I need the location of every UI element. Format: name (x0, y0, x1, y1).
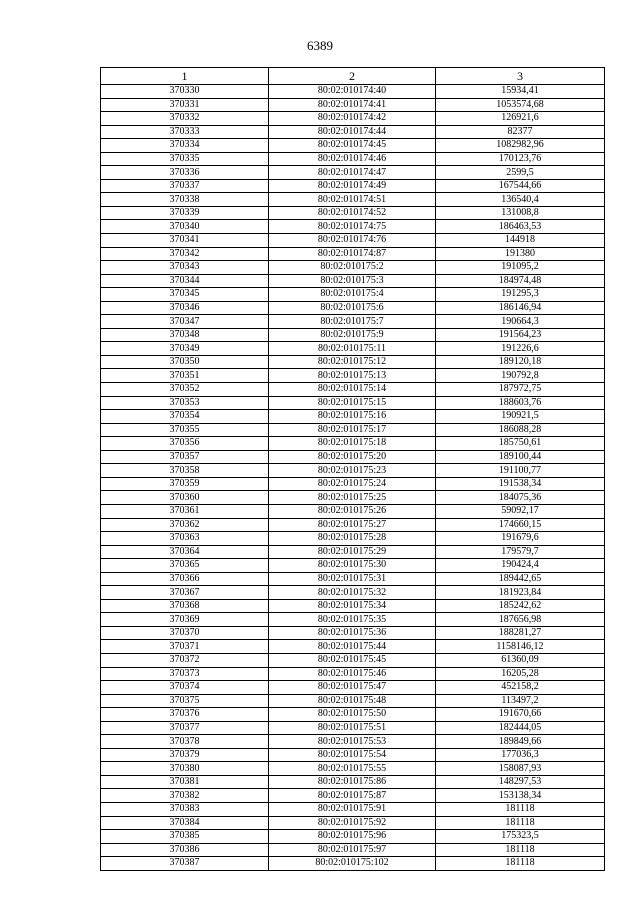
table-row (101, 450, 605, 464)
table-row (101, 721, 605, 735)
table-row (101, 802, 605, 816)
cadastral-number-cell: 80:02:010175:32 (269, 586, 436, 600)
table-row (101, 206, 605, 220)
value-cell: 181118 (436, 816, 605, 830)
row-number-cell: 370354 (101, 410, 269, 424)
row-number-cell: 370335 (101, 152, 269, 166)
value-cell: 158087,93 (436, 762, 605, 776)
table-row (101, 288, 605, 302)
cadastral-number-cell: 80:02:010175:11 (269, 342, 436, 356)
row-number-cell: 370380 (101, 762, 269, 776)
cadastral-number-cell: 80:02:010175:55 (269, 762, 436, 776)
value-cell: 185750,61 (436, 437, 605, 451)
table-row (101, 708, 605, 722)
value-cell: 131008,8 (436, 206, 605, 220)
cadastral-number-cell: 80:02:010175:23 (269, 464, 436, 478)
value-cell: 181118 (436, 857, 605, 871)
row-number-cell: 370360 (101, 491, 269, 505)
table-row (101, 234, 605, 248)
cadastral-number-cell: 80:02:010175:18 (269, 437, 436, 451)
value-cell: 174660,15 (436, 518, 605, 532)
table-row (101, 423, 605, 437)
cadastral-number-cell: 80:02:010174:44 (269, 125, 436, 139)
cadastral-number-cell: 80:02:010174:52 (269, 206, 436, 220)
table-row (101, 179, 605, 193)
row-number-cell: 370369 (101, 613, 269, 627)
table-row (101, 830, 605, 844)
row-number-cell: 370347 (101, 315, 269, 329)
row-number-cell: 370352 (101, 383, 269, 397)
table-row (101, 681, 605, 695)
row-number-cell: 370336 (101, 166, 269, 180)
cadastral-number-cell: 80:02:010174:75 (269, 220, 436, 234)
value-cell: 113497,2 (436, 694, 605, 708)
row-number-cell: 370383 (101, 802, 269, 816)
cadastral-number-cell: 80:02:010175:35 (269, 613, 436, 627)
cadastral-number-cell: 80:02:010175:17 (269, 423, 436, 437)
value-cell: 181118 (436, 802, 605, 816)
row-number-cell: 370357 (101, 450, 269, 464)
value-cell: 184974,48 (436, 274, 605, 288)
value-cell: 452158,2 (436, 681, 605, 695)
cadastral-number-cell: 80:02:010175:48 (269, 694, 436, 708)
cadastral-number-cell: 80:02:010174:87 (269, 247, 436, 261)
row-number-cell: 370378 (101, 735, 269, 749)
cadastral-number-cell: 80:02:010175:53 (269, 735, 436, 749)
table-row (101, 112, 605, 126)
table-row (101, 694, 605, 708)
table-row (101, 626, 605, 640)
value-cell: 188281,27 (436, 626, 605, 640)
table-row (101, 748, 605, 762)
value-cell: 82377 (436, 125, 605, 139)
row-number-cell: 370379 (101, 748, 269, 762)
cadastral-number-cell: 80:02:010175:96 (269, 830, 436, 844)
value-cell: 191564,23 (436, 328, 605, 342)
row-number-cell: 370365 (101, 559, 269, 573)
row-number-cell: 370371 (101, 640, 269, 654)
row-number-cell: 370359 (101, 477, 269, 491)
value-cell: 126921,6 (436, 112, 605, 126)
table-row (101, 383, 605, 397)
row-number-cell: 370346 (101, 301, 269, 315)
table-row (101, 369, 605, 383)
value-cell: 189442,65 (436, 572, 605, 586)
row-number-cell: 370362 (101, 518, 269, 532)
value-cell: 167544,66 (436, 179, 605, 193)
table-row (101, 355, 605, 369)
cadastral-number-cell: 80:02:010175:36 (269, 626, 436, 640)
table-row (101, 193, 605, 207)
cadastral-number-cell: 80:02:010174:42 (269, 112, 436, 126)
table-row (101, 532, 605, 546)
row-number-cell: 370341 (101, 234, 269, 248)
cadastral-number-cell: 80:02:010175:92 (269, 816, 436, 830)
table-row (101, 247, 605, 261)
value-cell: 191226,6 (436, 342, 605, 356)
value-cell: 190792,8 (436, 369, 605, 383)
cadastral-number-cell: 80:02:010175:20 (269, 450, 436, 464)
cadastral-number-cell: 80:02:010175:3 (269, 274, 436, 288)
table-row (101, 789, 605, 803)
cadastral-number-cell: 80:02:010175:9 (269, 328, 436, 342)
cadastral-number-cell: 80:02:010175:24 (269, 477, 436, 491)
cadastral-number-cell: 80:02:010174:49 (269, 179, 436, 193)
table-row (101, 504, 605, 518)
row-number-cell: 370338 (101, 193, 269, 207)
cadastral-number-cell: 80:02:010175:14 (269, 383, 436, 397)
value-cell: 148297,53 (436, 775, 605, 789)
table-row (101, 98, 605, 112)
row-number-cell: 370349 (101, 342, 269, 356)
table-row (101, 410, 605, 424)
table-row (101, 396, 605, 410)
column-header-1: 1 (101, 68, 269, 85)
table-row (101, 599, 605, 613)
value-cell: 1082982,96 (436, 139, 605, 153)
cadastral-number-cell: 80:02:010175:47 (269, 681, 436, 695)
value-cell: 175323,5 (436, 830, 605, 844)
value-cell: 186463,53 (436, 220, 605, 234)
cadastral-number-cell: 80:02:010174:46 (269, 152, 436, 166)
row-number-cell: 370368 (101, 599, 269, 613)
cadastral-number-cell: 80:02:010175:50 (269, 708, 436, 722)
row-number-cell: 370375 (101, 694, 269, 708)
value-cell: 191538,34 (436, 477, 605, 491)
value-cell: 189120,18 (436, 355, 605, 369)
value-cell: 136540,4 (436, 193, 605, 207)
table-row (101, 586, 605, 600)
row-number-cell: 370372 (101, 653, 269, 667)
value-cell: 187656,98 (436, 613, 605, 627)
value-cell: 181118 (436, 843, 605, 857)
row-number-cell: 370343 (101, 261, 269, 275)
table-row (101, 342, 605, 356)
table-row (101, 667, 605, 681)
table-row (101, 166, 605, 180)
row-number-cell: 370367 (101, 586, 269, 600)
cadastral-number-cell: 80:02:010175:28 (269, 532, 436, 546)
cadastral-number-cell: 80:02:010175:7 (269, 315, 436, 329)
table-row (101, 328, 605, 342)
row-number-cell: 370339 (101, 206, 269, 220)
table-row (101, 315, 605, 329)
value-cell: 186146,94 (436, 301, 605, 315)
row-number-cell: 370381 (101, 775, 269, 789)
table-row (101, 559, 605, 573)
table-row (101, 735, 605, 749)
row-number-cell: 370332 (101, 112, 269, 126)
value-cell: 190664,3 (436, 315, 605, 329)
table-row (101, 775, 605, 789)
cadastral-number-cell: 80:02:010175:15 (269, 396, 436, 410)
cadastral-number-cell: 80:02:010174:51 (269, 193, 436, 207)
value-cell: 189849,66 (436, 735, 605, 749)
cadastral-number-cell: 80:02:010175:27 (269, 518, 436, 532)
cadastral-number-cell: 80:02:010175:2 (269, 261, 436, 275)
row-number-cell: 370356 (101, 437, 269, 451)
table-row (101, 261, 605, 275)
cadastral-number-cell: 80:02:010175:12 (269, 355, 436, 369)
value-cell: 177036,3 (436, 748, 605, 762)
data-table (100, 67, 605, 871)
cadastral-number-cell: 80:02:010175:45 (269, 653, 436, 667)
value-cell: 144918 (436, 234, 605, 248)
cadastral-number-cell: 80:02:010174:41 (269, 98, 436, 112)
value-cell: 189100,44 (436, 450, 605, 464)
value-cell: 188603,76 (436, 396, 605, 410)
value-cell: 181923,84 (436, 586, 605, 600)
row-number-cell: 370330 (101, 85, 269, 99)
table-row (101, 125, 605, 139)
table-row (101, 640, 605, 654)
row-number-cell: 370344 (101, 274, 269, 288)
row-number-cell: 370377 (101, 721, 269, 735)
value-cell: 1053574,68 (436, 98, 605, 112)
value-cell: 191380 (436, 247, 605, 261)
value-cell: 179579,7 (436, 545, 605, 559)
cadastral-number-cell: 80:02:010174:47 (269, 166, 436, 180)
cadastral-number-cell: 80:02:010175:16 (269, 410, 436, 424)
value-cell: 170123,76 (436, 152, 605, 166)
value-cell: 191100,77 (436, 464, 605, 478)
cadastral-number-cell: 80:02:010175:91 (269, 802, 436, 816)
header-row (101, 68, 605, 85)
cadastral-number-cell: 80:02:010175:44 (269, 640, 436, 654)
row-number-cell: 370345 (101, 288, 269, 302)
row-number-cell: 370361 (101, 504, 269, 518)
table-row (101, 762, 605, 776)
cadastral-number-cell: 80:02:010175:46 (269, 667, 436, 681)
value-cell: 191295,3 (436, 288, 605, 302)
value-cell: 184075,36 (436, 491, 605, 505)
value-cell: 190424,4 (436, 559, 605, 573)
column-header-3: 3 (436, 68, 605, 85)
cadastral-number-cell: 80:02:010174:45 (269, 139, 436, 153)
table-row (101, 653, 605, 667)
table-row (101, 491, 605, 505)
value-cell: 185242,62 (436, 599, 605, 613)
cadastral-number-cell: 80:02:010174:40 (269, 85, 436, 99)
row-number-cell: 370358 (101, 464, 269, 478)
row-number-cell: 370351 (101, 369, 269, 383)
cadastral-number-cell: 80:02:010175:86 (269, 775, 436, 789)
row-number-cell: 370340 (101, 220, 269, 234)
table-row (101, 274, 605, 288)
row-number-cell: 370364 (101, 545, 269, 559)
row-number-cell: 370350 (101, 355, 269, 369)
row-number-cell: 370355 (101, 423, 269, 437)
table-body (101, 85, 605, 871)
cadastral-number-cell: 80:02:010175:13 (269, 369, 436, 383)
table-row (101, 545, 605, 559)
table-row (101, 477, 605, 491)
table-row (101, 572, 605, 586)
cadastral-number-cell: 80:02:010175:34 (269, 599, 436, 613)
value-cell: 59092,17 (436, 504, 605, 518)
row-number-cell: 370331 (101, 98, 269, 112)
cadastral-number-cell: 80:02:010175:25 (269, 491, 436, 505)
value-cell: 187972,75 (436, 383, 605, 397)
row-number-cell: 370334 (101, 139, 269, 153)
table-row (101, 518, 605, 532)
value-cell: 15934,41 (436, 85, 605, 99)
value-cell: 182444,05 (436, 721, 605, 735)
table-row (101, 464, 605, 478)
cadastral-number-cell: 80:02:010175:6 (269, 301, 436, 315)
cadastral-number-cell: 80:02:010175:51 (269, 721, 436, 735)
table-row (101, 301, 605, 315)
row-number-cell: 370384 (101, 816, 269, 830)
row-number-cell: 370363 (101, 532, 269, 546)
row-number-cell: 370337 (101, 179, 269, 193)
value-cell: 191679,6 (436, 532, 605, 546)
table-row (101, 613, 605, 627)
cadastral-number-cell: 80:02:010175:87 (269, 789, 436, 803)
table-row (101, 857, 605, 871)
row-number-cell: 370386 (101, 843, 269, 857)
row-number-cell: 370342 (101, 247, 269, 261)
value-cell: 16205,28 (436, 667, 605, 681)
cadastral-number-cell: 80:02:010175:4 (269, 288, 436, 302)
value-cell: 1158146,12 (436, 640, 605, 654)
row-number-cell: 370333 (101, 125, 269, 139)
cadastral-number-cell: 80:02:010175:54 (269, 748, 436, 762)
value-cell: 2599,5 (436, 166, 605, 180)
cadastral-number-cell: 80:02:010175:26 (269, 504, 436, 518)
cadastral-number-cell: 80:02:010174:76 (269, 234, 436, 248)
value-cell: 186088,28 (436, 423, 605, 437)
row-number-cell: 370385 (101, 830, 269, 844)
table-row (101, 437, 605, 451)
table-row (101, 85, 605, 99)
cadastral-number-cell: 80:02:010175:30 (269, 559, 436, 573)
value-cell: 61360,09 (436, 653, 605, 667)
table-row (101, 220, 605, 234)
row-number-cell: 370374 (101, 681, 269, 695)
cadastral-number-cell: 80:02:010175:29 (269, 545, 436, 559)
row-number-cell: 370353 (101, 396, 269, 410)
value-cell: 153138,34 (436, 789, 605, 803)
table-row (101, 139, 605, 153)
table-row (101, 816, 605, 830)
column-header-2: 2 (269, 68, 436, 85)
table-row (101, 843, 605, 857)
value-cell: 190921,5 (436, 410, 605, 424)
cadastral-number-cell: 80:02:010175:97 (269, 843, 436, 857)
row-number-cell: 370387 (101, 857, 269, 871)
table-row (101, 152, 605, 166)
row-number-cell: 370348 (101, 328, 269, 342)
cadastral-number-cell: 80:02:010175:31 (269, 572, 436, 586)
cadastral-number-cell: 80:02:010175:102 (269, 857, 436, 871)
row-number-cell: 370376 (101, 708, 269, 722)
table-header (101, 68, 605, 85)
row-number-cell: 370373 (101, 667, 269, 681)
page-number: 6389 (307, 38, 333, 53)
row-number-cell: 370370 (101, 626, 269, 640)
value-cell: 191670,66 (436, 708, 605, 722)
row-number-cell: 370382 (101, 789, 269, 803)
value-cell: 191095,2 (436, 261, 605, 275)
row-number-cell: 370366 (101, 572, 269, 586)
